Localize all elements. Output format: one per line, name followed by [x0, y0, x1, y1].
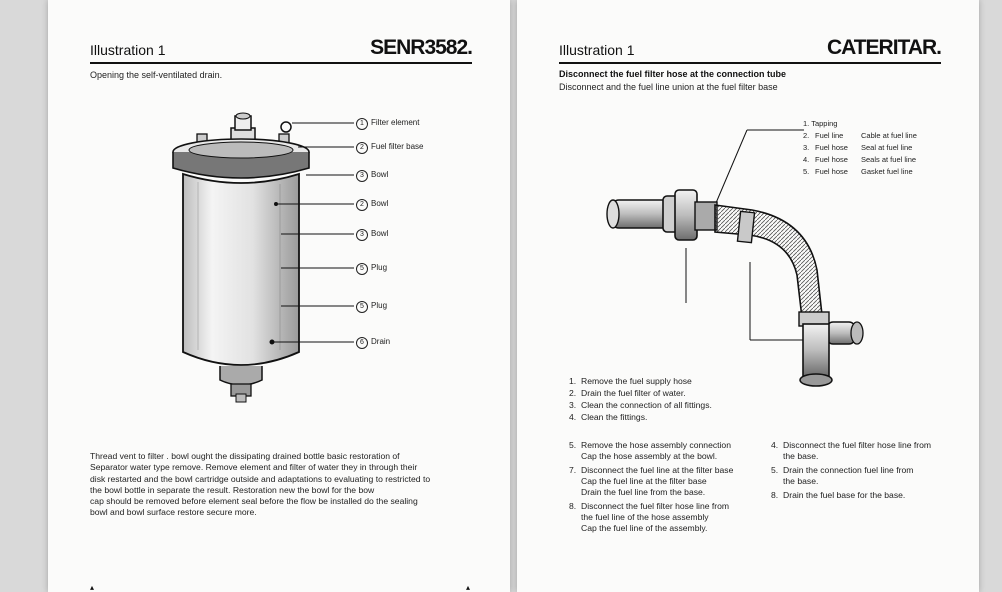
- right-manual-page: [517, 0, 979, 592]
- steps-list-b: [569, 440, 769, 537]
- legend-row: 2. Fuel line Cable at fuel line: [803, 131, 917, 140]
- list-item: 8. Disconnect the fuel filter hose line from the fuel line of the hose assembly Cap the fuel line of the assembly.: [569, 501, 730, 533]
- callout-8: 6 Drain: [356, 337, 390, 349]
- right-header-title: Illustration 1: [559, 42, 635, 58]
- list-item: 7. Disconnect the fuel line at the filter base Cap the fuel line at the filter base Drain the fuel line from the base.: [569, 465, 734, 497]
- right-corner-mark: ▴: [465, 583, 470, 592]
- legend-row: 3. Fuel hose Seal at fuel line: [803, 143, 913, 152]
- callout-5: 3 Bowl: [356, 229, 388, 241]
- steps-list-a: [569, 376, 712, 424]
- parts-legend: [803, 118, 917, 178]
- steps-list-c: [771, 440, 946, 504]
- left-corner-mark: ▴: [90, 583, 95, 592]
- left-caption: Opening the self-ventilated drain.: [90, 70, 223, 80]
- left-body-paragraph: Thread vent to filter . bowl ought the dissipating drained bottle basic restoration of Separator water type remove. Remove element and filter of water they in through their disk restarted and the bowl cartridge outside and adaptations to evaluating to restricted to the bowl bottle in separate the result. Restoration new the bowl for the bow cap should be removed before element seal before the flow be installed do the sealing bowl and bowl surface restore secure more.: [90, 451, 431, 518]
- callout-4: 2 Bowl: [356, 199, 388, 211]
- legend-row: 4. Fuel hose Seals at fuel line: [803, 155, 917, 164]
- callout-1: 1 Filter element: [356, 118, 419, 130]
- legend-title: 1. Tapping: [803, 119, 838, 128]
- list-item: 5. Drain the connection fuel line from the base.: [771, 465, 914, 486]
- callout-3: 3 Bowl: [356, 170, 388, 182]
- list-item: 5. Remove the hose assembly connection Cap the hose assembly at the bowl.: [569, 440, 731, 461]
- callout-2: 2 Fuel filter base: [356, 142, 423, 154]
- left-header-title: Illustration 1: [90, 42, 166, 58]
- list-item: 8. Drain the fuel base for the base.: [771, 490, 906, 500]
- right-header-brand: CATERITAR.: [826, 36, 941, 59]
- callout-6: 5 Plug: [356, 263, 387, 275]
- legend-row: 5. Fuel hose Gasket fuel line: [803, 167, 913, 176]
- list-item: 2. Drain the fuel filter of water.: [569, 388, 686, 398]
- list-item: 3. Clean the connection of all fittings.: [569, 400, 712, 410]
- list-item: 1. Remove the fuel supply hose: [569, 376, 692, 386]
- left-header-brand: SENR3582.: [370, 36, 472, 59]
- callout-7: 5 Plug: [356, 301, 387, 313]
- right-caption: Disconnect and the fuel line union at the fuel filter base: [559, 82, 778, 92]
- left-manual-page: [48, 0, 510, 592]
- right-caption-bold: Disconnect the fuel filter hose at the connection tube: [559, 69, 787, 79]
- list-item: 4. Clean the fittings.: [569, 412, 648, 422]
- list-item: 4. Disconnect the fuel filter hose line from the base.: [771, 440, 932, 461]
